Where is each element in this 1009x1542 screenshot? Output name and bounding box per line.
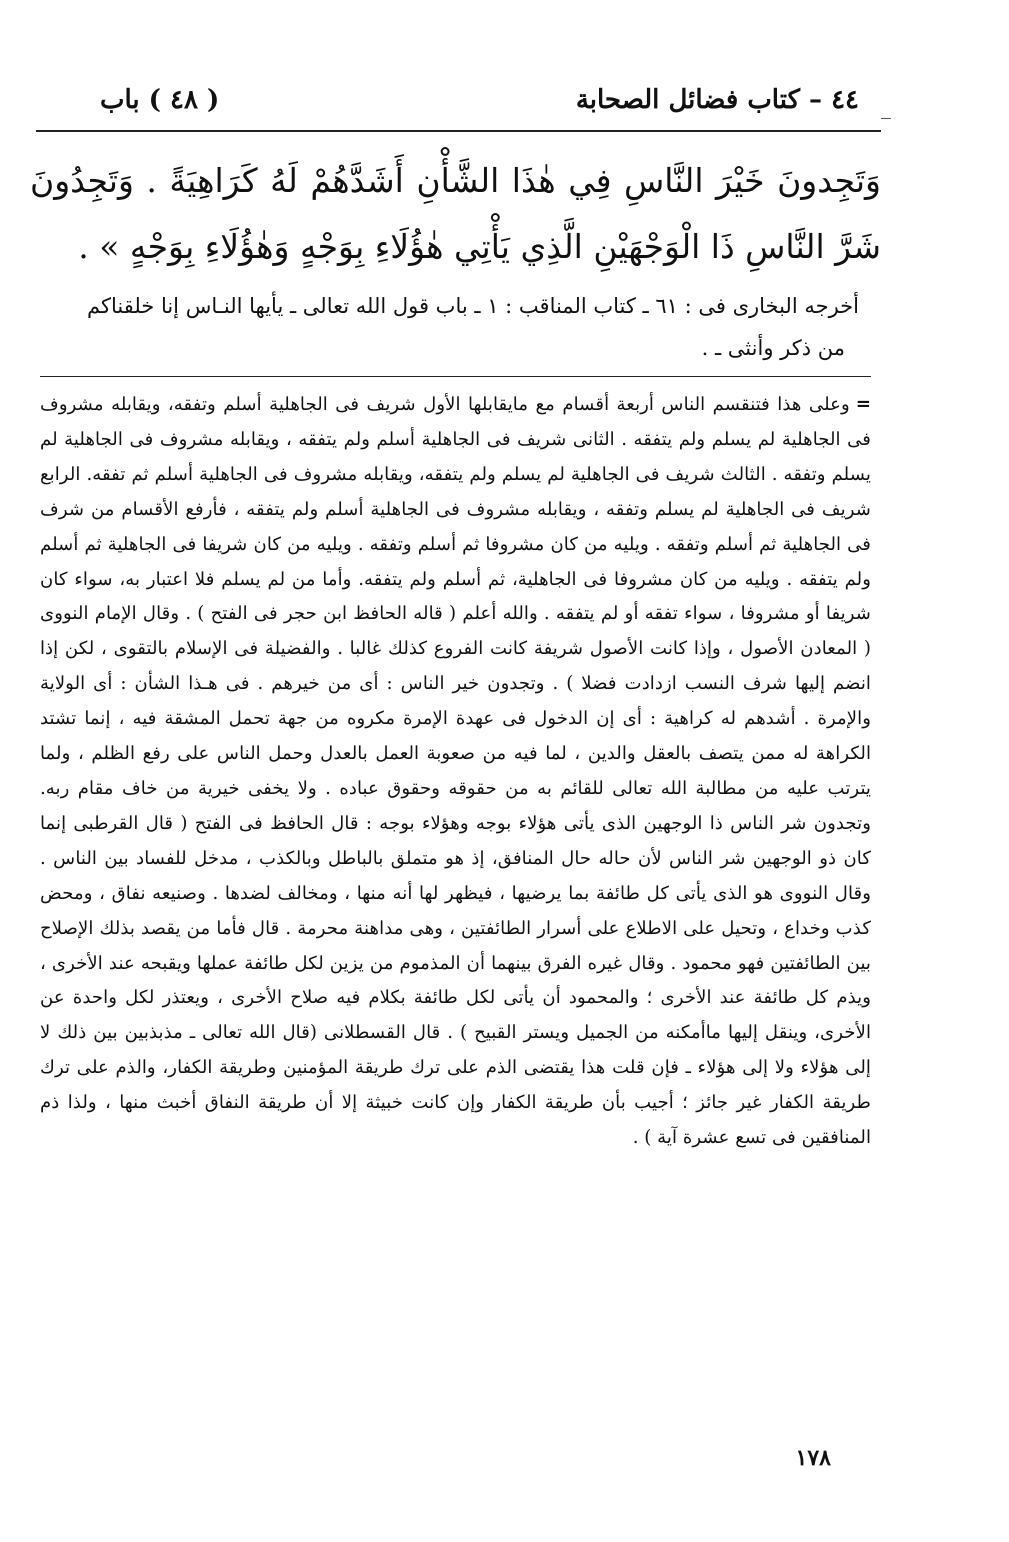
takhrij-line-2: من ذكر وأنثى ـ .	[701, 336, 845, 360]
hadith-text: وَتَجِدونَ خَيْرَ النَّاسِ فِي هٰذَا الشَّأْنِ أَشَدَّهُمْ لَهُ كَرَاهِيَةً . وَتَجِدُونَ شَرَّ النَّاسِ ذَا الْوَجْهَيْنِ الَّذِي يَأْتِي هٰؤُلَاءِ بِوَجْهٍ وَهٰؤُلَاءِ بِوَجْهٍ » .	[30, 161, 881, 266]
footnote-divider	[40, 376, 871, 377]
continuation-mark: =	[855, 394, 871, 415]
takhrij-note	[36, 285, 859, 369]
header-tick	[881, 118, 891, 119]
page-header	[100, 78, 859, 122]
header-rule	[36, 130, 881, 132]
commentary-text: وعلى هذا فتنقسم الناس أربعة أقسام مع مايقابلها الأول شريف فى الجاهلية أسلم وتفقه، ويقابله مشروف فى الجاهلية لم يسلم ولم يتفقه . الثانى شريف فى الجاهلية أسلم ولم يتفقه ، ويقابله مشروف فى الجاهلية لم يسلم وتفقه . الثالث شريف فى الجاهلية لم يسلم ولم يتفقه، ويقابله مشروف فى الجاهلية أسلم ثم تفقه. الرابع شريف فى الجاهلية لم يسلم وتفقه ، ويقابله مشروف فى الجاهلية أسلم ولم يتفقه ، فأرفع الأقسام من شرف فى الجاهلية ثم أسلم وتفقه . ويليه من كان مشروفا ثم أسلم وتفقه . ويليه من كان شريفا فى الجاهلية ثم أسلم ولم يتفقه . ويليه من كان مشروفا فى الجاهلية، ثم أسلم ولم يتفقه. وأما من لم يسلم فلا اعتبار به، سواء كان شريفا أو مشروفا ، سواء تفقه أو لم يتفقه . والله أعلم ( قاله الحافظ ابن حجر فى الفتح ) . وقال الإمام النووى ( المعادن الأصول ، وإذا كانت الأصول شريفة كانت الفروع كذلك غالبا . والفضيلة فى الإسلام بالتقوى ، لكن إذا انضم إليها شرف النسب ازدادت فضلا ) . وتجدون خير الناس : أى من خيرهم . فى هـذا الشأن : أى الولاية والإمرة . أشدهم له كراهية : أى إن الدخول فى عهدة الإمرة مكروه من جهة تحمل المشقة فيه ، إنما تشتد الكراهة له ممن يتصف بالعقل والدين ، لما فيه من صعوبة العمل بالعدل وحمل الناس على رفع الظلم ، ولما يترتب عليه من مطالبة الله تعالى للقائم به من حقوقه وحقوق عباده . ولا يخفى خيرية من خاف مقام ربه. وتجدون شر الناس ذا الوجهين الذى يأتى هؤلاء بوجه وهؤلاء بوجه : قال الحافظ فى الفتح ( قال القرطبى إنما كان ذو الوجهين شر الناس لأن حاله حال المنافق، إذ هو متملق بالباطل وبالكذب ، مدخل للفساد بين الناس . وقال النووى هو الذى يأتى كل طائفة بما يرضيها ، فيظهر لها أنه منها ، ومخالف لضدها . وصنيعه نفاق ، ومحض كذب وخداع ، وتحيل على الاطلاع على أسرار الطائفتين ، وهى مداهنة محرمة . قال فأما من يقصد بذلك الإصلاح بين الطائفتين فهو محمود . وقال غيره الفرق بينهما أن المذموم من يزين لكل طائفة عملها ويقبحه عند الأخرى ، ويذم كل طائفة عند الأخرى ؛ والمحمود أن يأتى لكل طائفة بكلام فيه صلاح الأخرى ، ويعتذر لكل واحدة عن الأخرى، وينقل إليها ماأمكنه من الجميل ويستر القبيح ) . قال القسطلانى (قال الله تعالى ـ مذبذبين بين ذلك لا إلى هؤلاء ولا إلى هؤلاء ـ فإن قلت هذا يقتضى الذم على ترك طريقة المؤمنين وطريقة الكفار، والذم على ترك طريقة الكفار غير جائز ؛ أجيب بأن طريقة الكفار وإن كانت خبيثة إلا أن طريقة النفاق أخبث منها ، ولذا ذم المنافقين فى تسع عشرة آية ) .	[40, 394, 871, 1149]
chapter-label: ( ٤٨ ) باب	[100, 85, 220, 115]
takhrij-line-1: أخرجه البخارى فى : ٦١ ـ كتاب المناقب : ١ ـ باب قول الله تعالى ـ يأيها النـاس إنا خلقناكم	[87, 294, 859, 318]
commentary-block	[40, 388, 871, 1156]
page-number: ١٧٨	[795, 1445, 831, 1471]
running-title: ٤٤ – كتاب فضائل الصحابة	[575, 85, 859, 115]
